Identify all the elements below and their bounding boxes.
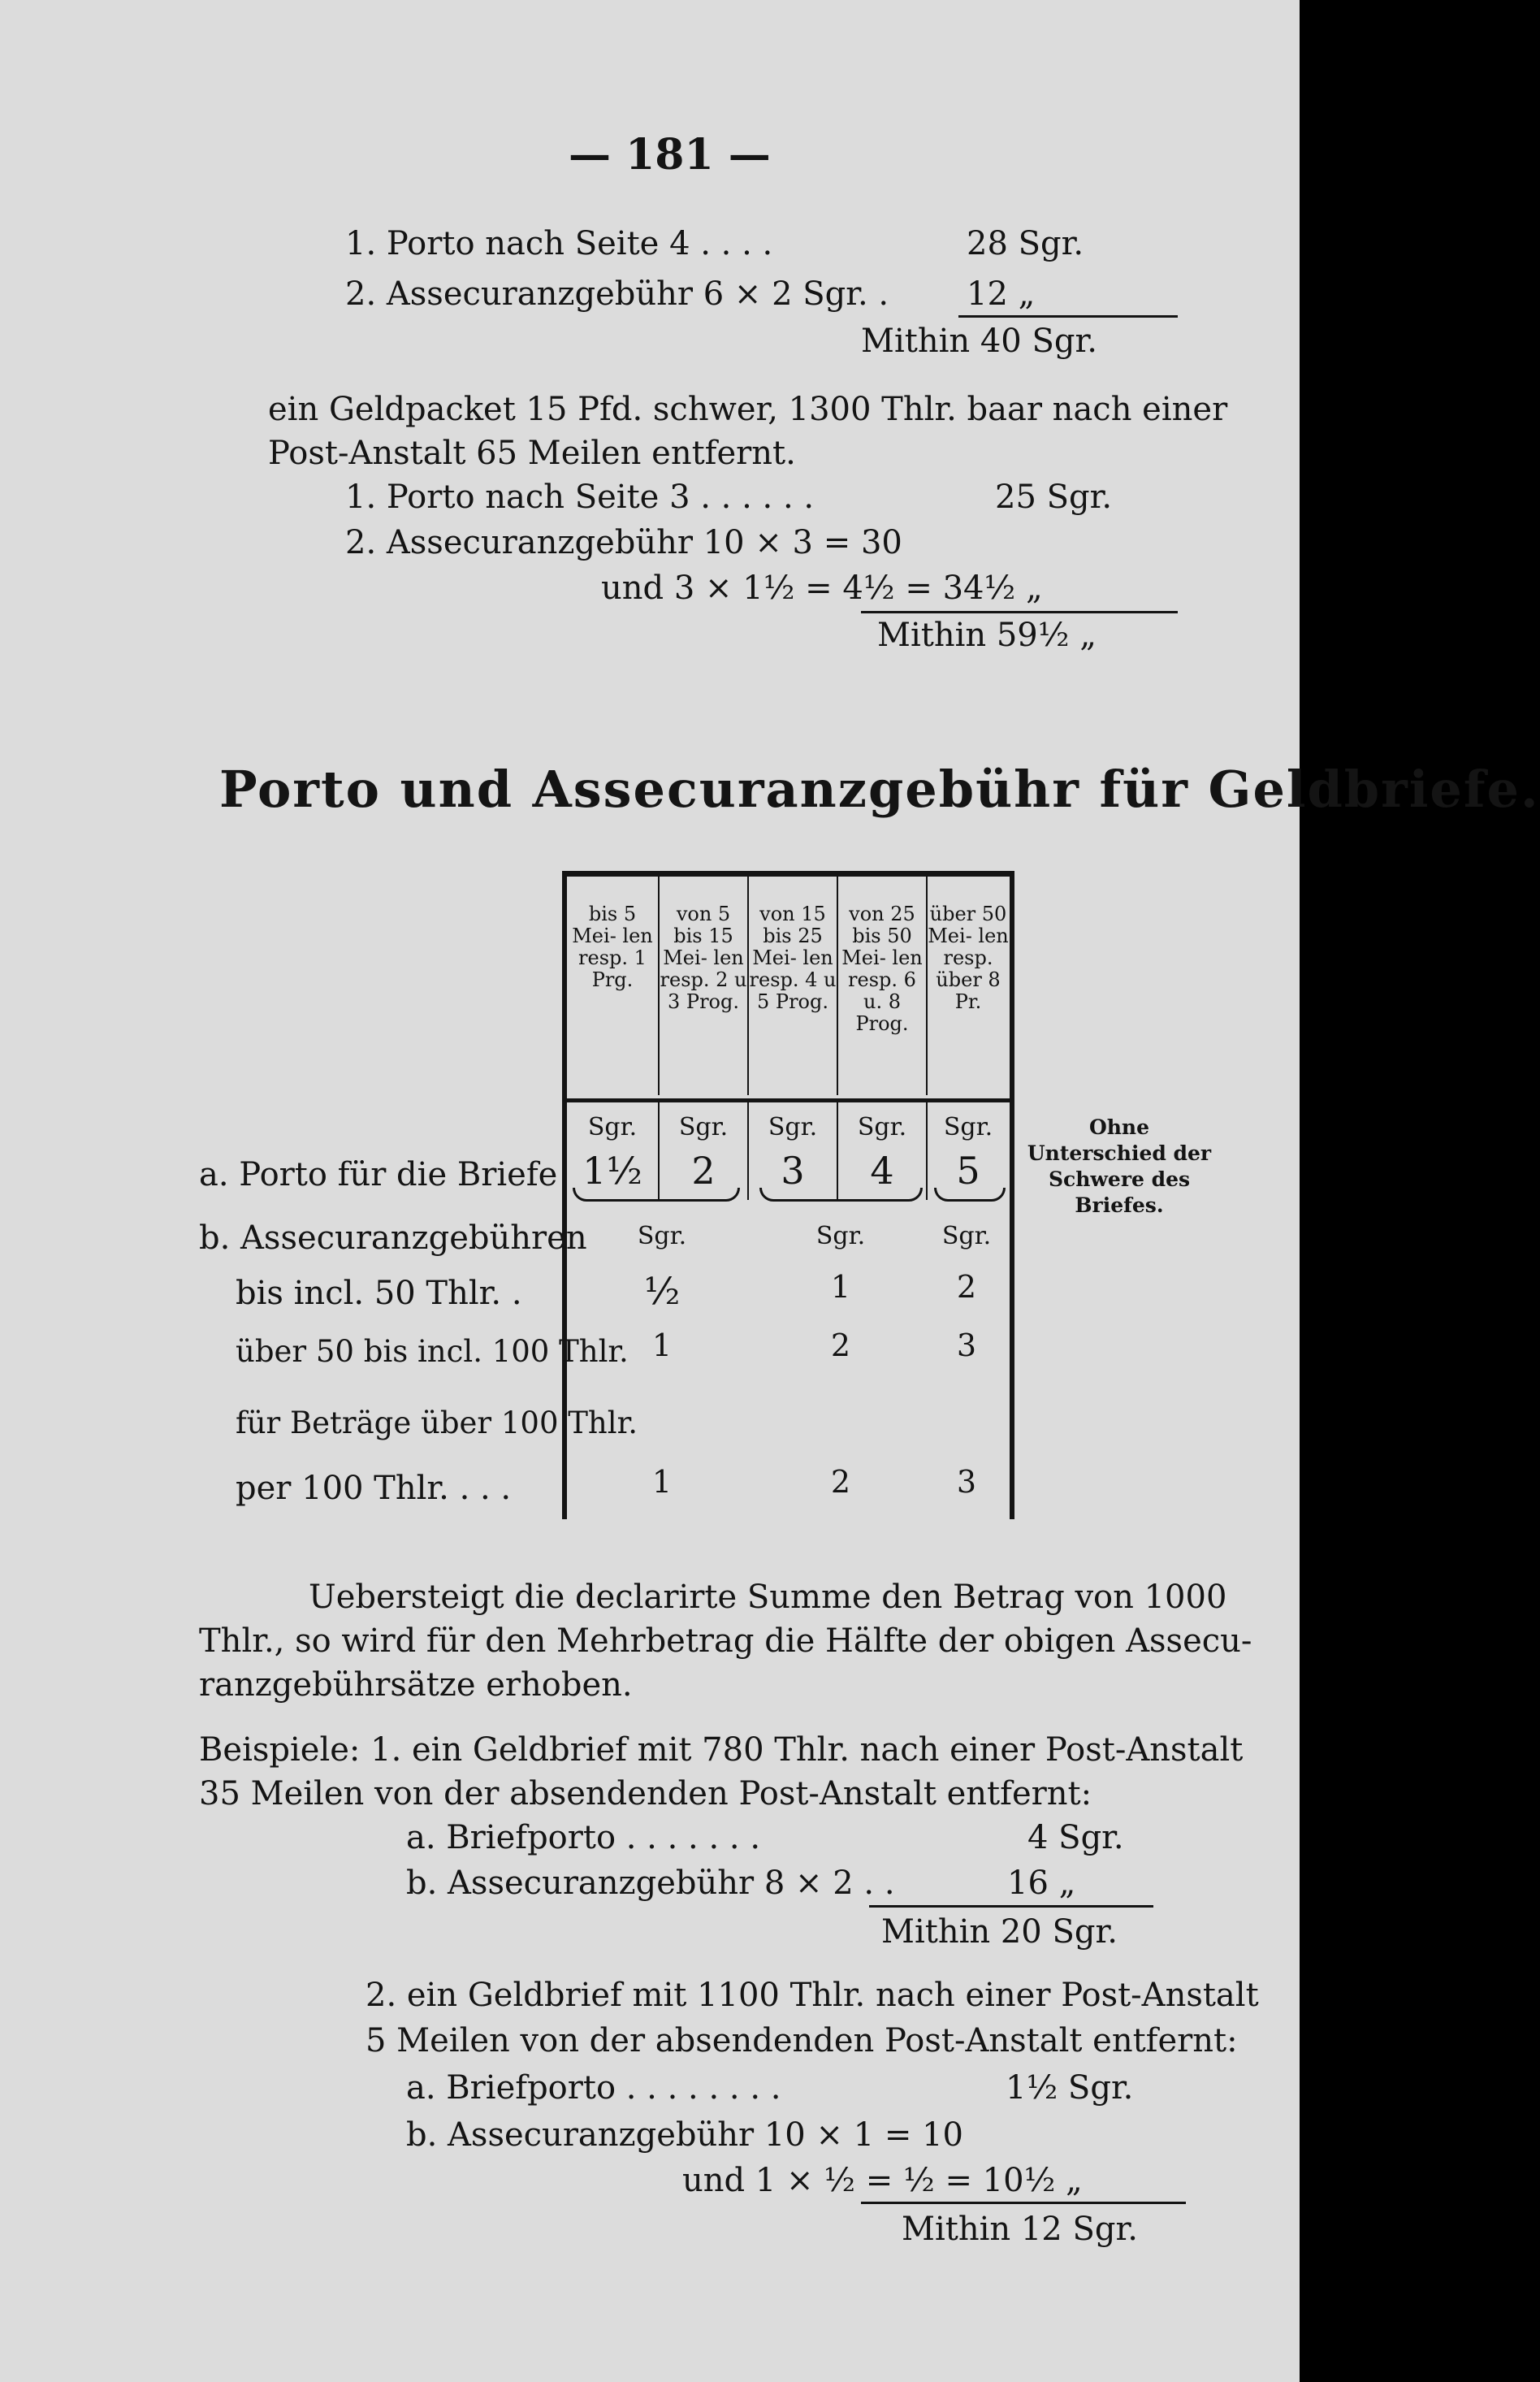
row-1-val-1: ½ <box>643 1269 681 1313</box>
unit-col-4: Sgr. <box>857 1113 907 1141</box>
beispiel1-intro-line2: 35 Meilen von der absendenden Post-Anstalt entfernt: <box>199 1775 1092 1812</box>
row-1-val-3: 2 <box>956 1269 977 1305</box>
example2-intro-line2: Post-Anstalt 65 Meilen entfernt. <box>268 435 796 472</box>
row-1-val-2: 1 <box>830 1269 851 1305</box>
assec-label: b. Assecuranzgebühren <box>199 1219 587 1257</box>
beispiel2-intro-line2: 5 Meilen von der absendenden Post-Anstalt entfernt: <box>366 2022 1238 2059</box>
beispiel2-b-line: b. Assecuranzgebühr 10 × 1 = 10 <box>406 2116 963 2154</box>
beispiel1-sum-rule <box>869 1905 1153 1908</box>
porto-col-1: 1½ <box>582 1149 642 1193</box>
example1-line1-value: 28 Sgr. <box>967 225 1084 262</box>
brace-group-3 <box>934 1188 1006 1202</box>
example1-total: Mithin 40 Sgr. <box>861 323 1097 360</box>
example1-line1-label: 1. Porto nach Seite 4 . . . . <box>345 225 773 262</box>
example1-sum-rule <box>958 315 1178 318</box>
unit-col-2: Sgr. <box>678 1113 729 1141</box>
beispiel2-intro-line1: 2. ein Geldbrief mit 1100 Thlr. nach einer Post-Anstalt <box>366 1977 1259 2014</box>
example1-line2-label: 2. Assecuranzgebühr 6 × 2 Sgr. . <box>345 275 889 313</box>
porto-row-label: a. Porto für die Briefe <box>199 1156 558 1193</box>
beispiel1-a-value: 4 Sgr. <box>1027 1819 1124 1856</box>
example2-total: Mithin 59½ „ <box>877 617 1097 654</box>
row-4-val-2: 2 <box>830 1464 851 1500</box>
unit-col-5: Sgr. <box>943 1113 993 1141</box>
group-unit-2: Sgr. <box>815 1222 866 1250</box>
unit-col-3: Sgr. <box>768 1113 818 1141</box>
unit-col-1: Sgr. <box>587 1113 638 1141</box>
paragraph-line-1: Uebersteigt die declarirte Summe den Betrag von 1000 <box>309 1579 1227 1616</box>
table-top-rule <box>562 871 1014 877</box>
example2-line3: und 3 × 1½ = 4½ = 34½ „ <box>601 570 1043 607</box>
row-2-val-2: 2 <box>830 1327 851 1363</box>
example2-line1-label: 1. Porto nach Seite 3 . . . . . . <box>345 479 815 516</box>
row-1-label: bis incl. 50 Thlr. . <box>236 1275 522 1312</box>
col-header-4: von 25 bis 50 Mei- len resp. 6 u. 8 Prog. <box>841 903 923 1035</box>
col-header-1: bis 5 Mei- len resp. 1 Prg. <box>572 903 653 991</box>
beispiel1-intro-line1: Beispiele: 1. ein Geldbrief mit 780 Thlr. nach einer Post-Anstalt <box>199 1731 1244 1769</box>
example1-line2-value: 12 „ <box>967 275 1036 313</box>
porto-col-2: 2 <box>691 1149 716 1193</box>
beispiel1-total: Mithin 20 Sgr. <box>881 1913 1118 1951</box>
example2-line2: 2. Assecuranzgebühr 10 × 3 = 30 <box>345 524 902 561</box>
beispiel2-a-value: 1½ Sgr. <box>1006 2069 1134 2107</box>
group-unit-1: Sgr. <box>637 1222 687 1250</box>
row-3-label: für Beträge über 100 Thlr. <box>236 1405 638 1440</box>
beispiel2-a-label: a. Briefporto . . . . . . . . <box>406 2069 781 2107</box>
porto-col-5: 5 <box>956 1149 980 1193</box>
porto-col-4: 4 <box>870 1149 894 1193</box>
table-right-rule <box>1010 871 1014 1519</box>
row-4-val-3: 3 <box>956 1464 977 1500</box>
beispiel1-b-label: b. Assecuranzgebühr 8 × 2 . . <box>406 1864 895 1902</box>
brace-group-1 <box>573 1188 740 1202</box>
porto-col-3: 3 <box>781 1149 805 1193</box>
col-header-3: von 15 bis 25 Mei- len resp. 4 u 5 Prog. <box>749 903 837 1013</box>
col-header-2: von 5 bis 15 Mei- len resp. 2 u 3 Prog. <box>660 903 747 1013</box>
side-note: Ohne Unterschied der Schwere des Briefes. <box>1027 1115 1212 1217</box>
beispiel1-b-value: 16 „ <box>1007 1864 1076 1902</box>
table-title: Porto und Assecuranzgebühr für Geldbriefe. <box>219 760 1540 819</box>
example2-line1-value: 25 Sgr. <box>995 479 1113 516</box>
page-number: — 181 — <box>569 130 771 180</box>
beispiel2-total: Mithin 12 Sgr. <box>902 2211 1138 2248</box>
row-4-label: per 100 Thlr. . . . <box>236 1470 512 1507</box>
beispiel2-und-line: und 1 × ½ = ½ = 10½ „ <box>682 2162 1083 2199</box>
paragraph-line-2: Thlr., so wird für den Mehrbetrag die Hälfte der obigen Assecu- <box>199 1622 1252 1660</box>
example2-sum-rule <box>861 611 1178 613</box>
row-2-label: über 50 bis incl. 100 Thlr. <box>236 1334 629 1369</box>
group-unit-3: Sgr. <box>941 1222 992 1250</box>
beispiel1-a-label: a. Briefporto . . . . . . . <box>406 1819 761 1856</box>
row-2-val-1: 1 <box>651 1327 673 1363</box>
brace-group-2 <box>759 1188 923 1202</box>
header-bottom-rule <box>562 1098 1014 1102</box>
beispiel2-sum-rule <box>861 2202 1186 2204</box>
example2-intro-line1: ein Geldpacket 15 Pfd. schwer, 1300 Thlr. baar nach einer <box>268 391 1228 428</box>
col-header-5: über 50 Mei- len resp. über 8 Pr. <box>928 903 1009 1013</box>
paragraph-line-3: ranzgebührsätze erhoben. <box>199 1666 633 1704</box>
row-4-val-1: 1 <box>651 1464 673 1500</box>
row-2-val-3: 3 <box>956 1327 977 1363</box>
